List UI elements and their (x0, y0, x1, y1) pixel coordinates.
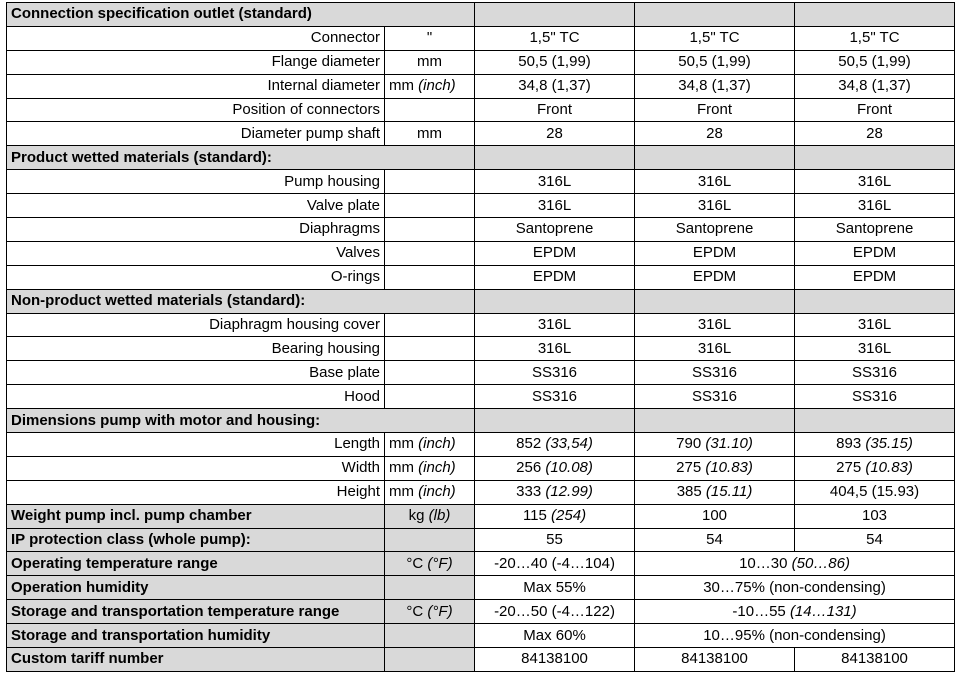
row-label: Operation humidity (7, 576, 385, 600)
row-label: Weight pump incl. pump chamber (7, 504, 385, 528)
row-unit: mm (inch) (385, 74, 475, 98)
value-cell: SS316 (635, 361, 795, 385)
value-cell: 50,5 (1,99) (475, 50, 635, 74)
table-row-op-temp (7, 552, 955, 576)
value-cell: 1,5" TC (475, 26, 635, 50)
value-cell: 50,5 (1,99) (795, 50, 955, 74)
value-cell: 84138100 (475, 648, 635, 672)
row-label: Height (7, 480, 385, 504)
row-unit: °C (°F) (385, 552, 475, 576)
value-cell: 790 (31.10) (635, 433, 795, 457)
row-label: Internal diameter (7, 74, 385, 98)
value-cell: -20…40 (-4…104) (475, 552, 635, 576)
row-label: Flange diameter (7, 50, 385, 74)
row-label: Width (7, 456, 385, 480)
value-cell: SS316 (795, 361, 955, 385)
value-cell: Front (635, 98, 795, 122)
value-cell: 34,8 (1,37) (635, 74, 795, 98)
value-cell: 30…75% (non-condensing) (635, 576, 955, 600)
table-row-st-temp (7, 600, 955, 624)
row-unit: " (385, 26, 475, 50)
row-unit: mm (385, 50, 475, 74)
value-cell: 852 (33,54) (475, 433, 635, 457)
value-cell: 316L (795, 313, 955, 337)
value-cell: Santoprene (795, 218, 955, 242)
table-row-st-hum (7, 624, 955, 648)
value-cell: 333 (12.99) (475, 480, 635, 504)
table-row-tariff (7, 648, 955, 672)
value-cell: 316L (795, 170, 955, 194)
value-cell: 54 (635, 528, 795, 552)
value-cell: 55 (475, 528, 635, 552)
row-label: Custom tariff number (7, 648, 385, 672)
value-cell: 893 (35.15) (795, 433, 955, 457)
value-cell: 275 (10.83) (795, 456, 955, 480)
value-cell: 34,8 (1,37) (795, 74, 955, 98)
value-cell: -10…55 (14…131) (635, 600, 955, 624)
value-cell: EPDM (635, 241, 795, 265)
value-cell: 28 (795, 122, 955, 146)
value-cell: EPDM (635, 265, 795, 289)
table-row (7, 337, 955, 361)
value-cell: 103 (795, 504, 955, 528)
value-cell: Santoprene (475, 218, 635, 242)
value-cell: 316L (635, 170, 795, 194)
row-unit: mm (inch) (385, 480, 475, 504)
value-cell: 28 (635, 122, 795, 146)
value-cell: -20…50 (-4…122) (475, 600, 635, 624)
value-cell: Front (475, 98, 635, 122)
table-row (7, 241, 955, 265)
value-cell: 316L (475, 313, 635, 337)
section-title: Product wetted materials (standard): (7, 146, 475, 170)
row-label: IP protection class (whole pump): (7, 528, 385, 552)
value-cell: 1,5" TC (635, 26, 795, 50)
value-cell: 316L (795, 337, 955, 361)
table-row-ip (7, 528, 955, 552)
value-cell: 404,5 (15.93) (795, 480, 955, 504)
section-title: Non-product wetted materials (standard): (7, 289, 475, 313)
row-label: Bearing housing (7, 337, 385, 361)
table-row (7, 26, 955, 50)
value-cell: 275 (10.83) (635, 456, 795, 480)
table-row (7, 98, 955, 122)
section-title: Connection specification outlet (standard) (7, 3, 475, 27)
row-label: Length (7, 433, 385, 457)
value-cell: SS316 (635, 385, 795, 409)
row-unit: mm (inch) (385, 456, 475, 480)
table-row-weight (7, 504, 955, 528)
row-label: Hood (7, 385, 385, 409)
value-cell: 100 (635, 504, 795, 528)
section-header-nonwetted (7, 289, 955, 313)
row-label: Valve plate (7, 194, 385, 218)
table-row (7, 456, 955, 480)
table-row-op-hum (7, 576, 955, 600)
section-header-dimensions (7, 409, 955, 433)
value-cell: 50,5 (1,99) (635, 50, 795, 74)
value-cell: 316L (635, 313, 795, 337)
section-header-connection (7, 3, 955, 27)
table-row (7, 170, 955, 194)
row-label: Storage and transportation temperature range (7, 600, 385, 624)
row-label: Diameter pump shaft (7, 122, 385, 146)
row-unit: mm (inch) (385, 433, 475, 457)
value-cell: 316L (635, 337, 795, 361)
value-cell: 256 (10.08) (475, 456, 635, 480)
value-cell: 10…30 (50…86) (635, 552, 955, 576)
value-cell: Front (795, 98, 955, 122)
table-row (7, 313, 955, 337)
value-cell: 316L (475, 194, 635, 218)
table-row (7, 385, 955, 409)
value-cell: 316L (475, 337, 635, 361)
table-row (7, 122, 955, 146)
spec-table (6, 2, 955, 672)
table-row (7, 265, 955, 289)
value-cell: 385 (15.11) (635, 480, 795, 504)
value-cell: 10…95% (non-condensing) (635, 624, 955, 648)
row-unit (385, 98, 475, 122)
table-row (7, 74, 955, 98)
row-label: Connector (7, 26, 385, 50)
section-title: Dimensions pump with motor and housing: (7, 409, 475, 433)
value-cell: 84138100 (635, 648, 795, 672)
value-cell: EPDM (795, 265, 955, 289)
row-unit: mm (385, 122, 475, 146)
row-label: Pump housing (7, 170, 385, 194)
value-cell: 316L (475, 170, 635, 194)
value-cell: 316L (635, 194, 795, 218)
row-label: Operating temperature range (7, 552, 385, 576)
row-label: Valves (7, 241, 385, 265)
value-cell: Max 55% (475, 576, 635, 600)
table-row (7, 194, 955, 218)
value-cell: SS316 (475, 361, 635, 385)
value-cell: EPDM (795, 241, 955, 265)
row-unit: kg (lb) (385, 504, 475, 528)
value-cell: 115 (254) (475, 504, 635, 528)
table-row (7, 480, 955, 504)
row-label: Storage and transportation humidity (7, 624, 385, 648)
value-cell: EPDM (475, 265, 635, 289)
table-row (7, 50, 955, 74)
value-cell: SS316 (795, 385, 955, 409)
value-cell: 28 (475, 122, 635, 146)
row-unit: °C (°F) (385, 600, 475, 624)
value-cell: 34,8 (1,37) (475, 74, 635, 98)
row-label: Position of connectors (7, 98, 385, 122)
table-row (7, 218, 955, 242)
table-row (7, 433, 955, 457)
section-header-wetted (7, 146, 955, 170)
row-label: Diaphragms (7, 218, 385, 242)
value-cell: 84138100 (795, 648, 955, 672)
row-label: Base plate (7, 361, 385, 385)
row-label: O-rings (7, 265, 385, 289)
value-cell: Max 60% (475, 624, 635, 648)
value-cell: 316L (795, 194, 955, 218)
value-cell: 1,5" TC (795, 26, 955, 50)
value-cell: 54 (795, 528, 955, 552)
value-cell: SS316 (475, 385, 635, 409)
row-label: Diaphragm housing cover (7, 313, 385, 337)
value-cell: EPDM (475, 241, 635, 265)
table-row (7, 361, 955, 385)
value-cell: Santoprene (635, 218, 795, 242)
